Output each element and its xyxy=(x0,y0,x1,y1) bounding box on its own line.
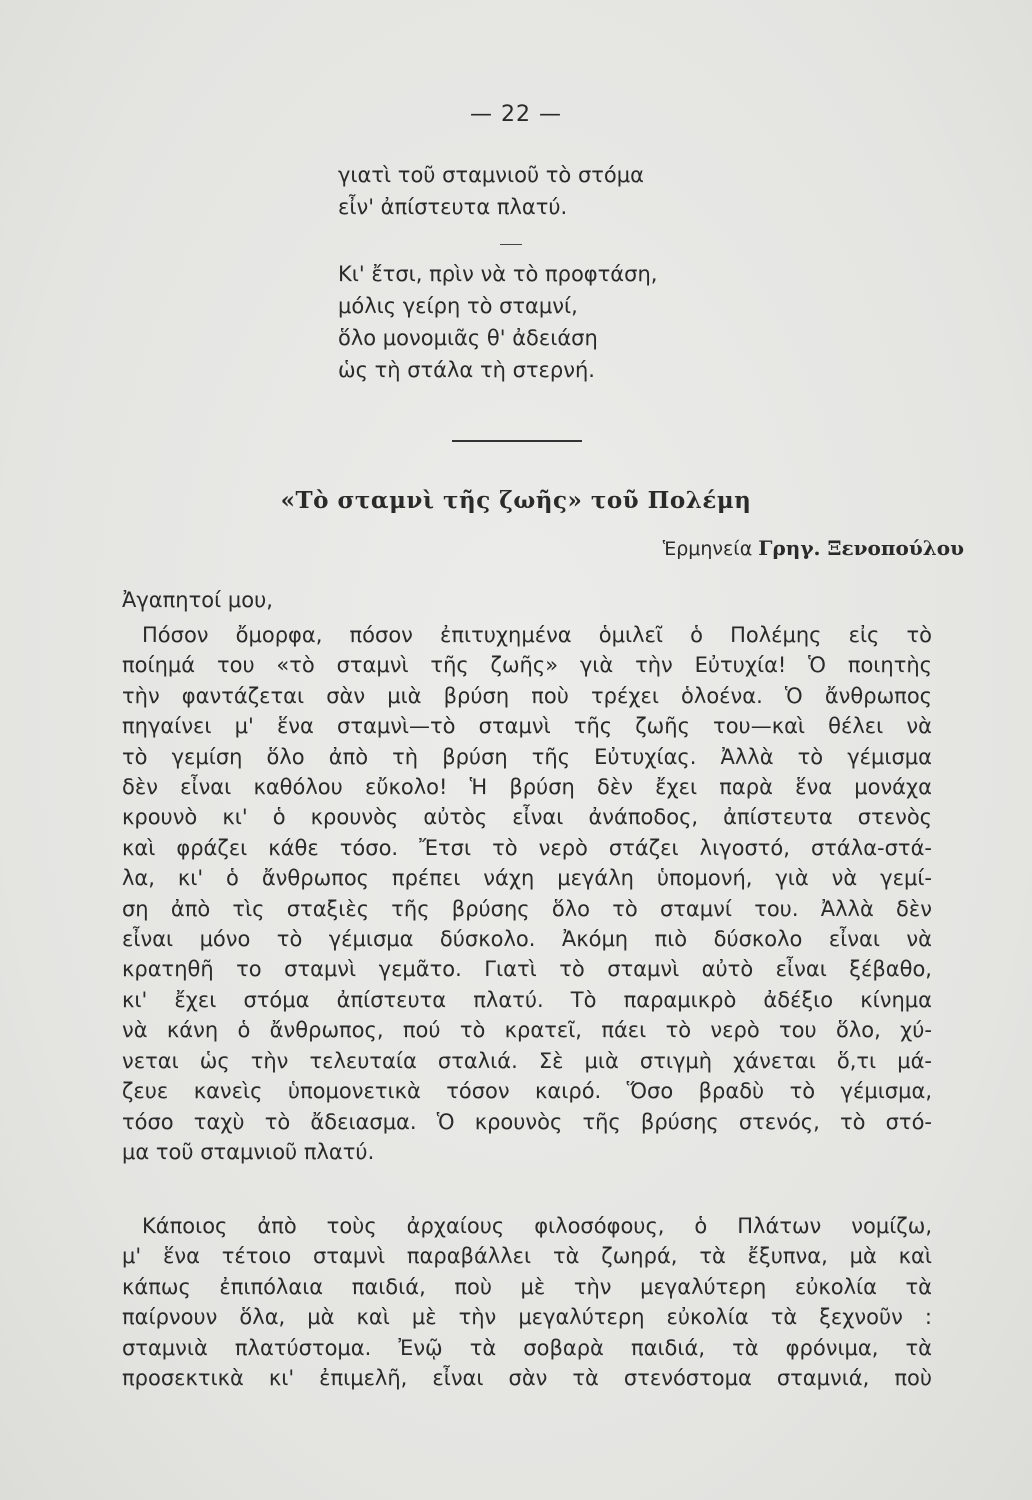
text-line: Πόσον ὄμορφα, πόσον ἐπιτυχημένα ὁμιλεῖ ὁ Πολέμης εἰς τὸ xyxy=(142,623,932,647)
stanza-separator xyxy=(500,244,522,245)
text-line: εἶναι μόνο τὸ γέμισμα δύσκολο. Ἀκόμη πιὸ δύσκολο εἶναι νὰ xyxy=(122,927,932,952)
text-line: λα, κι' ὁ ἄνθρωπος πρέπει νάχη μεγάλη ὑπομονή, γιὰ νὰ γεμί- xyxy=(122,866,932,891)
text-line: καὶ φράζει κάθε τόσο. Ἔτσι τὸ νερὸ στάζει λιγοστό, στάλα-στά- xyxy=(122,835,932,860)
text-line: τόσο ταχὺ τὸ ἄδειασμα. Ὁ κρουνὸς τῆς βρύσης στενός, τὸ στό- xyxy=(122,1109,932,1134)
text-line: πηγαίνει μ' ἕνα σταμνὶ—τὸ σταμνὶ τῆς ζωῆς του—καὶ θέλει νὰ xyxy=(122,714,932,739)
poem-stanza-2 xyxy=(338,258,657,386)
salutation: Ἀγαπητοί μου, xyxy=(122,588,273,612)
text-line: νὰ κάνη ὁ ἄνθρωπος, πού τὸ κρατεῖ, πάει τὸ νερὸ του ὅλο, χύ- xyxy=(122,1018,932,1043)
text-line: ση ἀπὸ τὶς σταξιὲς τῆς βρύσης ὅλο τὸ σταμνί του. Ἀλλὰ δὲν xyxy=(122,896,932,921)
text-line: παίρνουν ὅλα, μὰ καὶ μὲ τὴν μεγαλύτερη εὐκολία τὰ ξεχνοῦν : xyxy=(122,1305,932,1330)
text-line: ποίημά του «τὸ σταμνὶ τῆς ζωῆς» γιὰ τὴν Εὐτυχία! Ὁ ποιητὴς xyxy=(122,653,932,678)
text-line: προσεκτικὰ κι' ἐπιμελῆ, εἶναι σὰν τὰ στενόστομα σταμνιά, ποὺ xyxy=(122,1366,932,1391)
text-line: μ' ἕνα τέτοιο σταμνὶ παραβάλλει τὰ ζωηρά, τὰ ἔξυπνα, μὰ καὶ xyxy=(122,1244,932,1269)
page-number: — 22 — xyxy=(470,102,562,127)
paragraph-2 xyxy=(122,1211,932,1393)
article-title: «Τὸ σταμνὶ τῆς ζωῆς» τοῦ Πολέμη xyxy=(280,487,752,514)
text-line: κρατηθῆ το σταμνὶ γεμᾶτο. Γιατὶ τὸ σταμνὶ αὐτὸ εἶναι ξέβαθο, xyxy=(122,957,932,982)
translator-credit xyxy=(663,536,964,560)
poem-stanza-1 xyxy=(338,159,644,223)
text-line: νεται ὡς τὴν τελευταία σταλιά. Σὲ μιὰ στιγμὴ χάνεται ὅ,τι μά- xyxy=(122,1048,932,1073)
text-line: ζευε κανεὶς ὑπομονετικὰ τόσον καιρό. Ὅσο βραδὺ τὸ γέμισμα, xyxy=(122,1079,932,1104)
poem-line: εἶν' ἀπίστευτα πλατύ. xyxy=(338,195,568,219)
poem-line: ὅλο μονομιᾶς θ' ἀδειάση xyxy=(338,326,598,350)
text-line: σταμνιὰ πλατύστομα. Ἐνῷ τὰ σοβαρὰ παιδιά, τὰ φρόνιμα, τὰ xyxy=(122,1335,932,1360)
poem-line: ὡς τὴ στάλα τὴ στερνή. xyxy=(338,358,595,382)
text-line: κρουνὸ κι' ὁ κρουνὸς αὐτὸς εἶναι ἀνάποδος, ἀπίστευτα στενὸς xyxy=(122,805,932,830)
text-line: κι' ἔχει στόμα ἀπίστευτα πλατύ. Τὸ παραμικρὸ ἀδέξιο κίνημα xyxy=(122,987,932,1012)
text-line: τὴν φαντάζεται σὰν μιὰ βρύση ποὺ τρέχει ὁλοένα. Ὁ ἄνθρωπος xyxy=(122,683,932,708)
translator-name: Γρηγ. Ξενοπούλου xyxy=(758,536,964,560)
translator-prefix: Ἑρμηνεία xyxy=(662,538,753,560)
text-line: τὸ γεμίση ὅλο ἀπὸ τὴ βρύση τῆς Εὐτυχίας. Ἀλλὰ τὸ γέμισμα xyxy=(122,744,932,769)
poem-line: Κι' ἔτσι, πρὶν νὰ τὸ προφτάση, xyxy=(338,262,658,286)
poem-line: μόλις γείρη τὸ σταμνί, xyxy=(338,294,578,318)
text-line: δὲν εἶναι καθόλου εὔκολο! Ἡ βρύση δὲν ἔχει παρὰ ἕνα μονάχα xyxy=(122,775,932,800)
section-divider xyxy=(452,440,582,442)
text-line: μα τοῦ σταμνιοῦ πλατύ. xyxy=(122,1139,375,1164)
text-line: Κάποιος ἀπὸ τοὺς ἀρχαίους φιλοσόφους, ὁ Πλάτων νομίζω, xyxy=(142,1214,932,1238)
text-line: κάπως ἐπιπόλαια παιδιά, ποὺ μὲ τὴν μεγαλύτερη εὐκολία τὰ xyxy=(122,1274,932,1299)
paragraph-1 xyxy=(122,620,932,1167)
poem-line: γιατὶ τοῦ σταμνιοῦ τὸ στόμα xyxy=(338,163,644,187)
